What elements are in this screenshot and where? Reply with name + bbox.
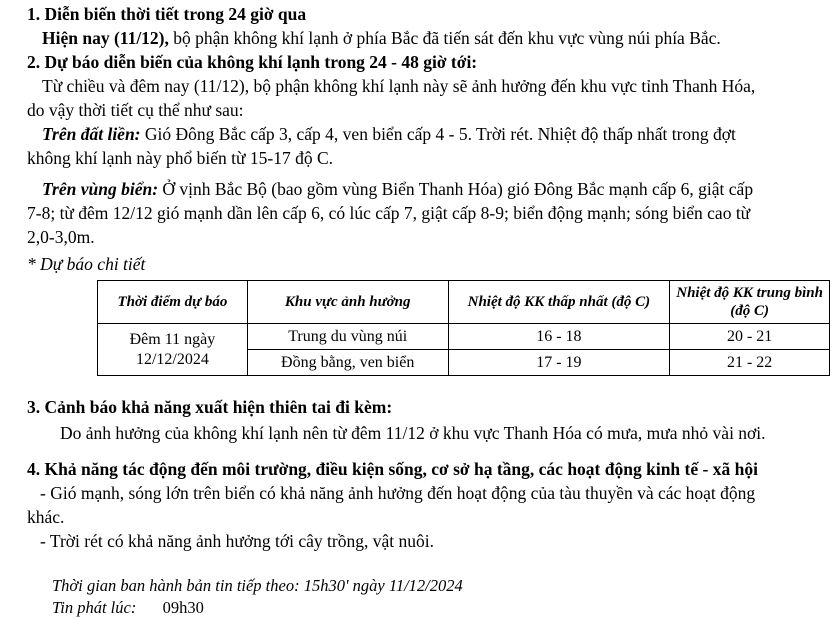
sea-forecast-line3: 2,0-3,0m. [27, 227, 95, 247]
sea-forecast-line2: 7-8; từ đêm 12/12 gió mạnh dần lên cấp 6, có lúc cấp 7, giật cấp 8-9; biển động mạnh; sóng biển cao từ [27, 203, 751, 223]
section-2-heading: 2. Dự báo diễn biến của không khí lạnh trong 24 - 48 giờ tới: [27, 52, 478, 72]
min-temp-cell: 17 - 19 [448, 350, 670, 376]
current-status-text: bộ phận không khí lạnh ở phía Bắc đã tiến sát đến khu vực vùng núi phía Bắc. [168, 28, 721, 48]
impact-item-2: - Trời rét có khả năng ảnh hưởng tới cây trồng, vật nuôi. [40, 531, 434, 551]
header-affected-area: Khu vực ảnh hưởng [247, 281, 448, 324]
section-3-text: Do ảnh hưởng của không khí lạnh nên từ đêm 11/12 ở khu vực Thanh Hóa có mưa, mưa nhỏ vài nơi. [60, 423, 766, 443]
forecast-table [97, 280, 830, 376]
section-4-heading: 4. Khả năng tác động đến môi trường, điều kiện sống, cơ sở hạ tầng, các hoạt động kinh tế - xã hội [27, 459, 758, 479]
land-forecast-line1 [42, 123, 736, 146]
land-label: Trên đất liền: [42, 124, 141, 144]
land-text: Gió Đông Bắc cấp 3, cấp 4, ven biển cấp 4 - 5. Trời rét. Nhiệt độ thấp nhất trong đợt [140, 124, 736, 144]
next-issue-time: Thời gian ban hành bản tin tiếp theo: 15h30' ngày 11/12/2024 [52, 576, 463, 595]
min-temp-cell: 16 - 18 [448, 324, 670, 350]
forecast-time-cell [98, 324, 248, 376]
sea-label: Trên vùng biển: [42, 179, 159, 199]
header-forecast-time: Thời điểm dự báo [98, 281, 248, 324]
forecast-time-line2: 12/12/2024 [135, 350, 209, 368]
forecast-time-line1: Đêm 11 ngày [129, 330, 216, 348]
sea-forecast-line1 [42, 178, 753, 201]
avg-temp-cell: 20 - 21 [670, 324, 830, 350]
section-2-intro-line2: do vậy thời tiết cụ thể như sau: [27, 100, 244, 120]
table-header-row [98, 281, 830, 324]
sea-text: Ở vịnh Bắc Bộ (bao gồm vùng Biển Thanh Hóa) gió Đông Bắc mạnh cấp 6, giật cấp [158, 179, 754, 199]
issued-time: 09h30 [162, 598, 204, 617]
issued-label: Tin phát lúc: [52, 598, 137, 617]
header-avg-temp: Nhiệt độ KK trung bình (độ C) [670, 281, 830, 324]
section-1-heading: 1. Diễn biến thời tiết trong 24 giờ qua [27, 4, 307, 24]
section-2-intro-line1: Từ chiều và đêm nay (11/12), bộ phận không khí lạnh này sẽ ảnh hưởng đến khu vực tỉnh Thanh Hóa, [42, 76, 756, 96]
section-3-heading: 3. Cảnh báo khả năng xuất hiện thiên tai đi kèm: [27, 397, 393, 417]
issued-time-line [52, 596, 204, 619]
avg-temp-cell: 21 - 22 [670, 350, 830, 376]
detail-forecast-label: * Dự báo chi tiết [27, 254, 146, 274]
header-min-temp: Nhiệt độ KK thấp nhất (độ C) [448, 281, 670, 324]
area-cell: Trung du vùng núi [247, 324, 448, 350]
section-1-text [42, 27, 721, 50]
table-row [98, 324, 830, 350]
land-forecast-line2: không khí lạnh này phổ biến từ 15-17 độ C. [27, 148, 333, 168]
impact-item-1-line1: - Gió mạnh, sóng lớn trên biển có khả năng ảnh hưởng đến hoạt động của tàu thuyền và các hoạt động [40, 483, 756, 503]
area-cell: Đồng bằng, ven biển [247, 350, 448, 376]
impact-item-1-line2: khác. [27, 507, 65, 527]
current-date-label: Hiện nay (11/12), [42, 28, 169, 48]
